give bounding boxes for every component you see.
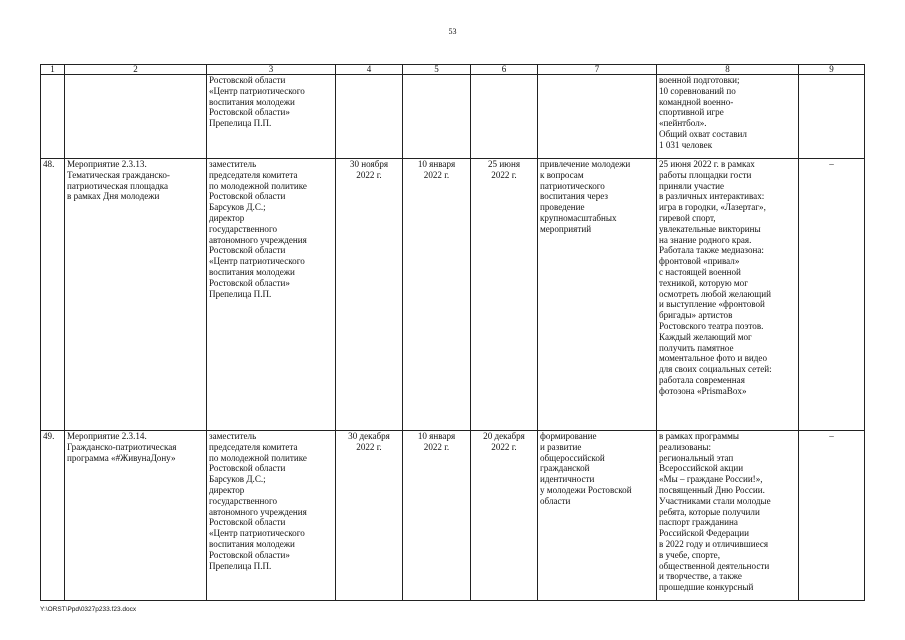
start-date (403, 75, 471, 159)
end-date: 20 декабря 2022 г. (471, 431, 538, 601)
event-name: Мероприятие 2.3.13. Тематическая гражданско- патриотическая площадка в рамках Дня молодежи (65, 159, 207, 431)
header-cell: 8 (657, 65, 799, 75)
expected-result (538, 75, 657, 159)
notes: – (799, 159, 865, 431)
header-cell: 7 (538, 65, 657, 75)
planned-date: 30 декабря 2022 г. (336, 431, 403, 601)
page-number: 53 (448, 27, 457, 36)
expected-result: формирование и развитие общероссийской гражданской идентичности у молодежи Ростовской области (538, 431, 657, 601)
event-name: Мероприятие 2.3.14. Гражданско-патриотическая программа «#ЖивунаДону» (65, 431, 207, 601)
start-date: 10 января 2022 г. (403, 159, 471, 431)
row-number: 49. (41, 431, 65, 601)
header-cell: 9 (799, 65, 865, 75)
row-number (41, 75, 65, 159)
header-cell: 3 (207, 65, 336, 75)
events-table (40, 64, 865, 601)
end-date (471, 75, 538, 159)
event-name (65, 75, 207, 159)
actual-result: военной подготовки; 10 соревнований по командной военно- спортивной игре «пейнтбол». Общий охват составил 1 031 человек (657, 75, 799, 159)
start-date: 10 января 2022 г. (403, 431, 471, 601)
responsible: заместитель председателя комитета по молодежной политике Ростовской области Барсуков Д.С.; директор государственного автономного учреждения Ростовской области «Центр патриотического воспитания молодежи Ростовской области» Препелица П.П. (207, 159, 336, 431)
notes (799, 75, 865, 159)
table-row-continuation (41, 75, 865, 159)
column-number-row (41, 65, 865, 75)
row-number: 48. (41, 159, 65, 431)
actual-result: 25 июня 2022 г. в рамках работы площадки гости приняли участие в различных интерактивах: игра в городки, «Лазертаг», гиревой спорт, увлекательные викторины на знание родного края. Работала также медиазона: фронтовой «привал» с настоящей военной техникой, которую мог осмотреть любой желающий и выступление «фронтовой бригады» артистов Ростовского театра поэтов. Каждый желающий мог получить памятное моментальное фото и видео для своих социальных сетей: работала современная фотозона «PrismaBox» (657, 159, 799, 431)
end-date: 25 июня 2022 г. (471, 159, 538, 431)
notes: – (799, 431, 865, 601)
header-cell: 5 (403, 65, 471, 75)
file-path-footer: Y:\ORST\Ppd\0327p233.f23.docx (40, 606, 137, 613)
table-row (41, 159, 865, 431)
responsible: Ростовской области «Центр патриотического воспитания молодежи Ростовской области» Препелица П.П. (207, 75, 336, 159)
table-row (41, 431, 865, 601)
planned-date: 30 ноября 2022 г. (336, 159, 403, 431)
header-cell: 4 (336, 65, 403, 75)
header-cell: 1 (41, 65, 65, 75)
planned-date (336, 75, 403, 159)
responsible: заместитель председателя комитета по молодежной политике Ростовской области Барсуков Д.С.; директор государственного автономного учреждения Ростовской области «Центр патриотического воспитания молодежи Ростовской области» Препелица П.П. (207, 431, 336, 601)
expected-result: привлечение молодежи к вопросам патриотического воспитания через проведение крупномасштабных мероприятий (538, 159, 657, 431)
actual-result: в рамках программы реализованы: региональный этап Всероссийской акции «Мы – граждане России!», посвященный Дню России. Участниками стали молодые ребята, которые получили паспорт гражданина Российской Федерации в 2022 году и отличившиеся в учебе, спорте, общественной деятельности и творчестве, а также прошедшие конкурсный (657, 431, 799, 601)
header-cell: 2 (65, 65, 207, 75)
header-cell: 6 (471, 65, 538, 75)
